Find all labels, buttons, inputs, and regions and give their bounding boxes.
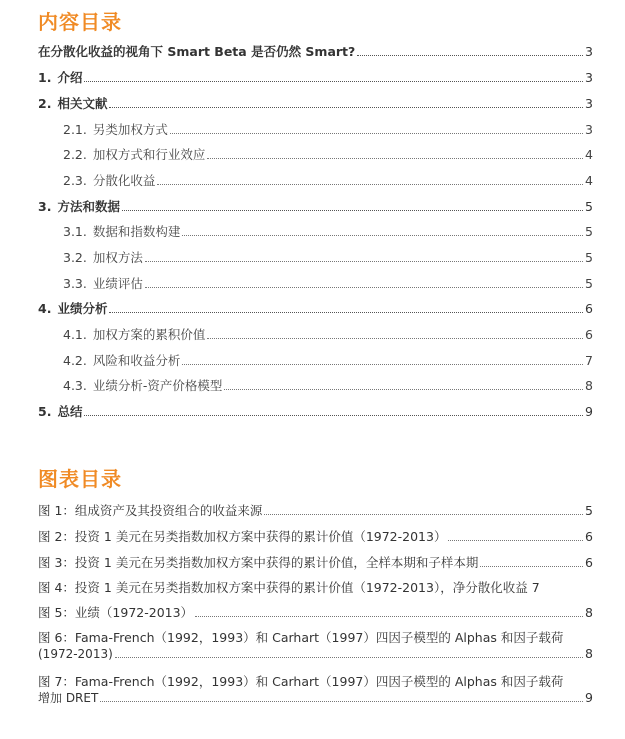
- figure-entry-continuation: 增加 DRET: [38, 691, 99, 705]
- toc-entry-number: 2.: [38, 96, 52, 111]
- dot-leader: [182, 353, 583, 365]
- dot-leader: [145, 276, 583, 288]
- toc-entry-2-1[interactable]: [38, 122, 593, 138]
- toc-entry-5[interactable]: [38, 404, 593, 420]
- toc-entry-number: 4.3.: [63, 378, 87, 393]
- toc-entry-label: 方法和数据: [57, 199, 120, 214]
- figure-page-number: 6: [585, 555, 593, 570]
- toc-page-number: 3: [585, 44, 593, 59]
- dot-leader: [357, 44, 583, 56]
- dot-leader: [145, 250, 583, 262]
- toc-entry-label: 加权方式和行业效应: [92, 147, 206, 162]
- dot-leader: [224, 378, 583, 390]
- toc-entry-label: 加权方法: [92, 250, 143, 265]
- dot-leader: [207, 147, 583, 159]
- figure-page-number: 5: [585, 503, 593, 518]
- contents-heading: 内容目录: [38, 10, 122, 34]
- toc-entry-label: 数据和指数构建: [92, 224, 181, 239]
- toc-entry-3-3[interactable]: [38, 276, 593, 292]
- toc-entry-label: 业绩分析-资产价格模型: [92, 378, 223, 393]
- toc-entry-label: 介绍: [57, 70, 83, 85]
- toc-entry-number: 4.1.: [63, 327, 87, 342]
- figure-page-number: 8: [585, 646, 593, 661]
- toc-entry-label: 另类加权方式: [92, 122, 168, 137]
- toc-entry-label: 在分散化收益的视角下 Smart Beta 是否仍然 Smart?: [38, 44, 356, 59]
- toc-entry-number: 3.: [38, 199, 52, 214]
- toc-entry-1[interactable]: [38, 70, 593, 86]
- toc-entry-4-2[interactable]: [38, 353, 593, 369]
- figure-entry-2[interactable]: [38, 529, 593, 545]
- dot-leader: [207, 327, 583, 339]
- toc-entry-number: 3.1.: [63, 224, 87, 239]
- dot-leader: [115, 646, 583, 658]
- toc-entry-number: 5.: [38, 404, 52, 419]
- toc-entry-number: 2.2.: [63, 147, 87, 162]
- toc-entry-label: 分散化收益: [92, 173, 156, 188]
- dot-leader: [480, 555, 583, 567]
- toc-entry-number: 1.: [38, 70, 52, 85]
- figure-entry-label: 图 1：组成资产及其投资组合的收益来源: [38, 503, 263, 518]
- dot-leader: [170, 122, 583, 134]
- figure-entry-1[interactable]: [38, 503, 593, 519]
- toc-entry-number: 4.: [38, 301, 52, 316]
- toc-entry-number: 4.2.: [63, 353, 87, 368]
- toc-entry-3-1[interactable]: [38, 224, 593, 240]
- toc-entry-label: 总结: [57, 404, 83, 419]
- dot-leader: [122, 199, 583, 211]
- toc-page-number: 9: [585, 404, 593, 419]
- dot-leader: [109, 96, 583, 108]
- toc-entry-2-3[interactable]: [38, 173, 593, 189]
- toc-entry-4-1[interactable]: [38, 327, 593, 343]
- dot-leader: [84, 70, 583, 82]
- dot-leader: [84, 404, 583, 416]
- toc-entry-label: 风险和收益分析: [92, 353, 181, 368]
- figure-entry-6[interactable]: [38, 630, 593, 662]
- toc-page-number: 3: [585, 122, 593, 137]
- toc-entry-number: 2.3.: [63, 173, 87, 188]
- toc-page-number: 5: [585, 199, 593, 214]
- figure-page-number: 8: [585, 605, 593, 620]
- toc-entry-2-2[interactable]: [38, 147, 593, 163]
- figure-page-number: 7: [531, 580, 540, 595]
- toc-page-number: 6: [585, 327, 593, 342]
- toc-entry-intro-title[interactable]: [38, 44, 593, 60]
- dot-leader: [100, 690, 583, 702]
- figure-entry-label: 图 4：投资 1 美元在另类指数加权方案中获得的累计价值（1972-2013），净分散化收益: [38, 580, 528, 595]
- toc-page-number: 6: [585, 301, 593, 316]
- toc-entry-label: 业绩分析: [57, 301, 108, 316]
- figure-entry-7[interactable]: [38, 674, 593, 706]
- toc-entry-label: 业绩评估: [92, 276, 143, 291]
- toc-page-number: 5: [585, 250, 593, 265]
- toc-entry-3-2[interactable]: [38, 250, 593, 266]
- toc-entry-3[interactable]: [38, 199, 593, 215]
- toc-page-number: 3: [585, 70, 593, 85]
- figure-page-number: 9: [585, 690, 593, 705]
- toc-page-number: 8: [585, 378, 593, 393]
- figure-entry-label: 图 7：Fama-French（1992，1993）和 Carhart（1997）四因子模型的 Alphas 和因子载荷: [38, 674, 564, 689]
- toc-page-number: 4: [585, 173, 593, 188]
- toc-page-number: 5: [585, 224, 593, 239]
- figure-entry-label: 图 2：投资 1 美元在另类指数加权方案中获得的累计价值（1972-2013）: [38, 529, 447, 544]
- dot-leader: [109, 301, 583, 313]
- figures-heading: 图表目录: [38, 467, 122, 491]
- figure-entry-label: 图 6：Fama-French（1992，1993）和 Carhart（1997）四因子模型的 Alphas 和因子载荷: [38, 630, 564, 645]
- toc-entry-label: 加权方案的累积价值: [92, 327, 206, 342]
- figure-entry-label: 图 5：业绩（1972-2013）: [38, 605, 194, 620]
- toc-entry-2[interactable]: [38, 96, 593, 112]
- figure-entry-3[interactable]: [38, 555, 593, 571]
- figure-entry-4[interactable]: [38, 580, 593, 596]
- toc-page-number: 4: [585, 147, 593, 162]
- toc-entry-number: 3.3.: [63, 276, 87, 291]
- toc-entry-number: 3.2.: [63, 250, 87, 265]
- figure-entry-5[interactable]: [38, 605, 593, 621]
- figure-page-number: 6: [585, 529, 593, 544]
- toc-page-number: 3: [585, 96, 593, 111]
- dot-leader: [264, 503, 583, 515]
- dot-leader: [182, 224, 583, 236]
- dot-leader: [448, 529, 583, 541]
- toc-entry-label: 相关文献: [57, 96, 108, 111]
- figure-entry-continuation: (1972-2013): [38, 647, 113, 661]
- toc-page-number: 7: [585, 353, 593, 368]
- toc-entry-number: 2.1.: [63, 122, 87, 137]
- toc-page-number: 5: [585, 276, 593, 291]
- figure-entry-label: 图 3：投资 1 美元在另类指数加权方案中获得的累计价值，全样本期和子样本期: [38, 555, 479, 570]
- toc-entry-4[interactable]: [38, 301, 593, 317]
- dot-leader: [157, 173, 583, 185]
- dot-leader: [195, 605, 583, 617]
- toc-entry-4-3[interactable]: [38, 378, 593, 394]
